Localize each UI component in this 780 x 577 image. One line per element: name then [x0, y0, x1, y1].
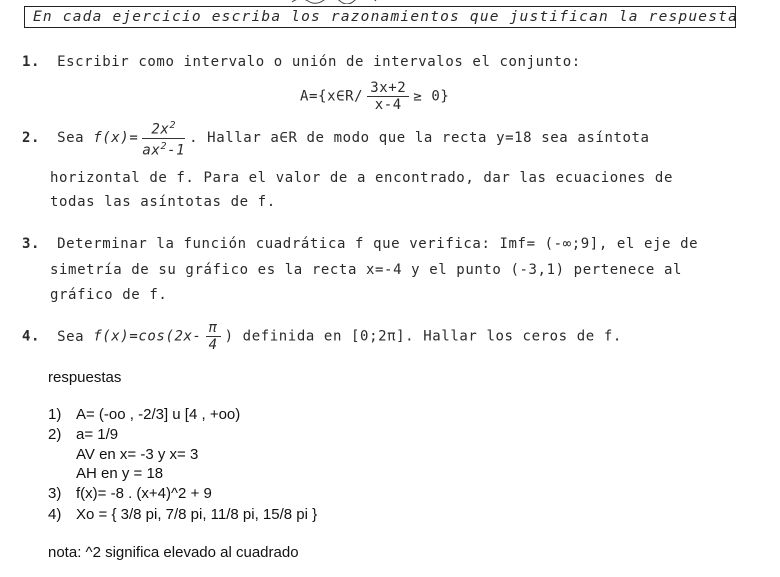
- exercise-2-lead: Sea: [57, 130, 85, 147]
- exercise-2-denominator-tail: -1: [167, 142, 186, 159]
- answer-number: 1): [48, 406, 62, 423]
- exercise-1-set: [300, 80, 449, 113]
- answer-row: [48, 426, 118, 443]
- exercise-2-numerator-exponent: 2: [169, 120, 177, 131]
- answer-number: 4): [48, 506, 62, 523]
- exercise-1-text: Escribir como intervalo o unión de intervalos el conjunto:: [57, 54, 581, 70]
- top-scribble-decoration: [290, 0, 380, 4]
- exercise-2-function: f(x)=: [93, 130, 139, 147]
- exercise-3-text-1: Determinar la función cuadrática f que verifica: Imf= (-∞;9], el eje de: [57, 236, 699, 252]
- exercise-4-lead: Sea: [57, 328, 85, 345]
- exercise-3-line-3: gráfico de f.: [50, 287, 168, 303]
- answer-row: [48, 406, 240, 423]
- exercise-4-number: 4.: [22, 328, 41, 345]
- answer-text: AV en x= -3 y x= 3: [76, 446, 199, 463]
- answer-text: Xo = { 3/8 pi, 7/8 pi, 11/8 pi, 15/8 pi }: [76, 506, 318, 523]
- answer-row: [48, 465, 163, 482]
- answer-row: [48, 485, 212, 502]
- answer-row: [48, 446, 198, 463]
- answer-row: [48, 506, 317, 523]
- exercise-4: [22, 320, 622, 353]
- answer-text: f(x)= -8 . (x+4)^2 + 9: [76, 485, 212, 502]
- instruction-text: En cada ejercicio escriba los razonamientos que justifican la respuesta: [33, 9, 739, 25]
- note-text: nota: ^2 significa elevado al cuadrado: [48, 544, 299, 561]
- exercise-4-fraction: [206, 320, 221, 353]
- exercise-2-number: 2.: [22, 130, 41, 147]
- exercise-2-denominator-exponent: 2: [160, 140, 168, 152]
- set-prefix: A={x∈R/: [300, 88, 364, 105]
- answer-text: a= 1/9: [76, 426, 119, 443]
- answer-text: AH en y = 18: [76, 465, 164, 482]
- answer-number: 2): [48, 426, 62, 443]
- answer-text: A= (-oo , -2/3] u [4 , +oo): [76, 406, 241, 423]
- exercise-2-fraction-numerator: 2x: [151, 121, 170, 138]
- exercise-3-line-1: [22, 236, 698, 252]
- exercise-4-fraction-numerator: π: [206, 320, 221, 337]
- set-suffix: ≥ 0}: [413, 88, 450, 105]
- exercise-2-fraction: [142, 118, 185, 158]
- exercise-3-line-2: simetría de su gráfico es la recta x=-4 y el punto (-3,1) pertenece al: [50, 262, 683, 278]
- instruction-box: [24, 6, 739, 28]
- set-fraction: [367, 80, 409, 113]
- exercise-2-line-1: [22, 118, 650, 158]
- exercise-3-number: 3.: [22, 236, 41, 252]
- exercise-2-fraction-denominator: ax: [142, 142, 161, 159]
- exercise-4-fraction-denominator: 4: [208, 337, 218, 353]
- exercise-4-rest: ) definida en [0;2π]. Hallar los ceros de f.: [224, 328, 622, 345]
- set-fraction-denominator: x-4: [374, 97, 402, 113]
- exercise-2-rest: . Hallar a∈R de modo que la recta y=18 sea asíntota: [189, 130, 650, 147]
- answer-number: 3): [48, 485, 62, 502]
- exercise-2-line-2: horizontal de f. Para el valor de a encontrado, dar las ecuaciones de: [50, 170, 673, 186]
- set-fraction-numerator: 3x+2: [367, 80, 409, 97]
- exercise-1-number: 1.: [22, 54, 41, 70]
- answers-heading: respuestas: [48, 369, 122, 386]
- exercise-1: [22, 54, 581, 70]
- exercise-4-function: f(x)=cos(2x-: [93, 328, 202, 345]
- exercise-2-line-3: todas las asíntotas de f.: [50, 194, 276, 210]
